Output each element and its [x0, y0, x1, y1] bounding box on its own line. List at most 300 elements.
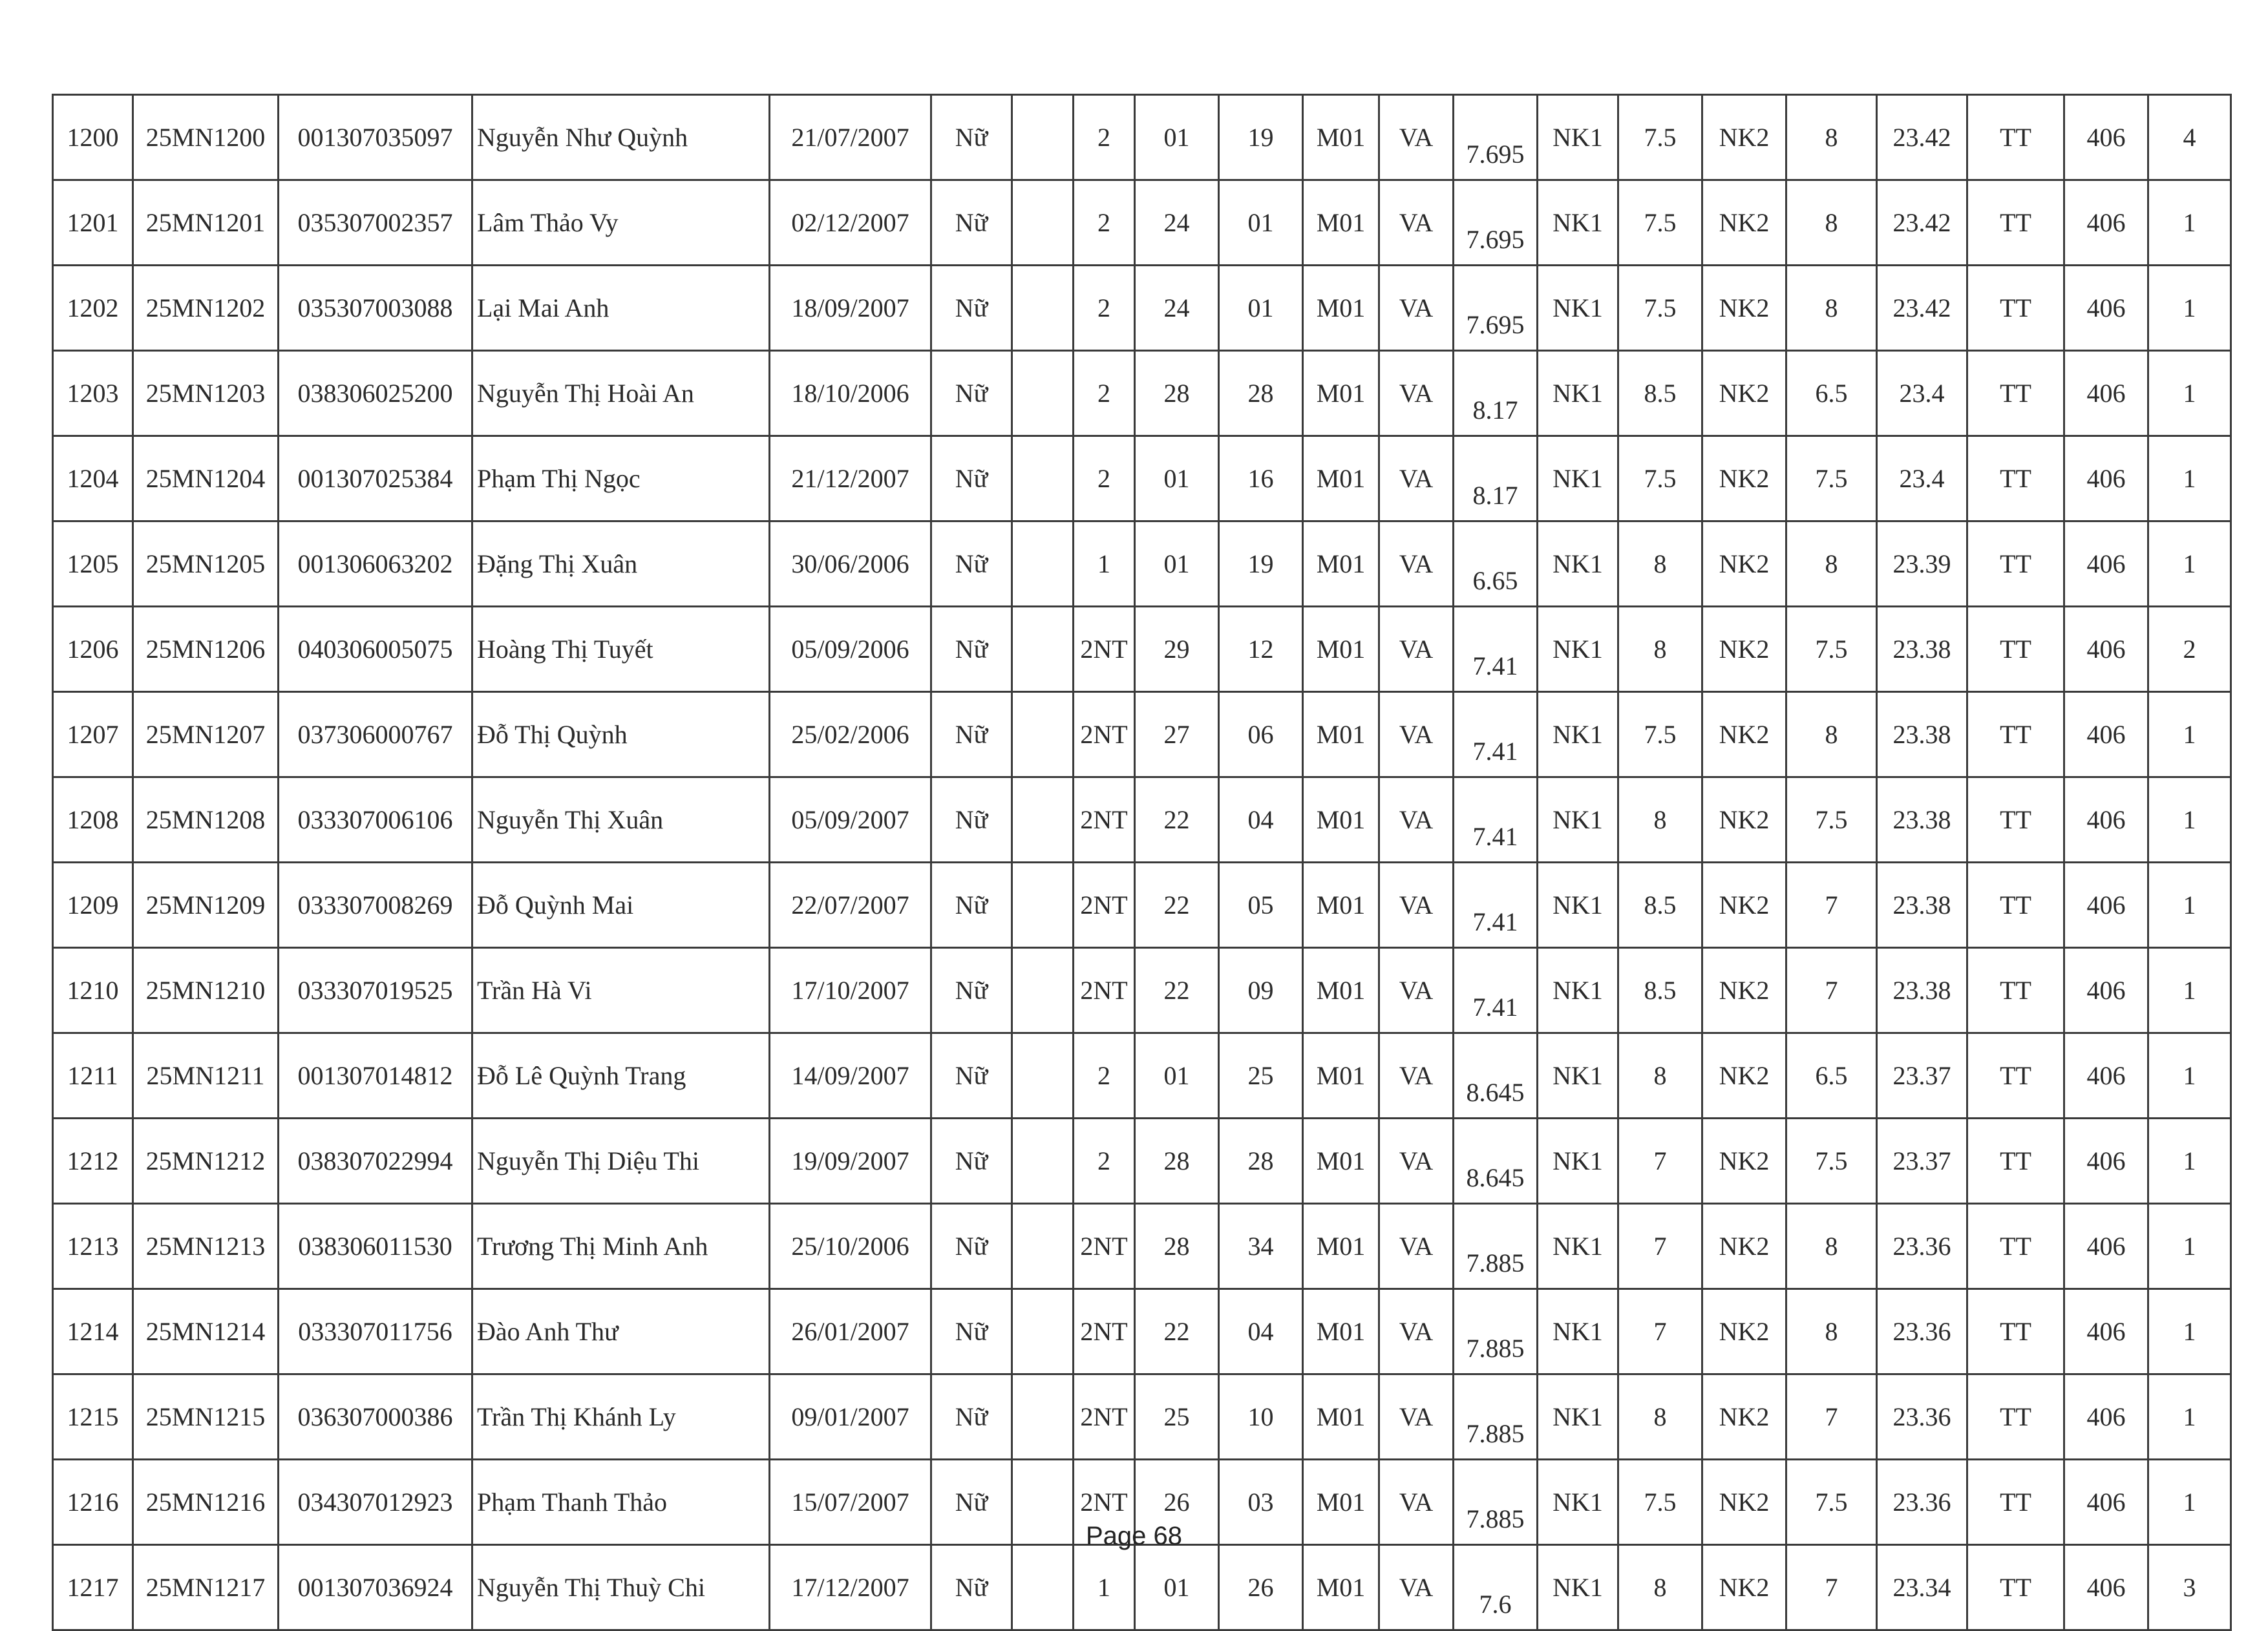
- result-cell: TT: [1967, 948, 2064, 1033]
- sbd-cell: 25MN1209: [133, 863, 279, 948]
- school-code-cell: 06: [1219, 692, 1303, 777]
- note-cell: [1012, 351, 1074, 436]
- province-code-cell: 29: [1135, 607, 1219, 692]
- subject-cell: VA: [1379, 1374, 1454, 1460]
- gender-cell: Nữ: [931, 95, 1012, 180]
- note-cell: [1012, 1204, 1074, 1289]
- note-cell: [1012, 180, 1074, 266]
- result-cell: TT: [1967, 863, 2064, 948]
- birth-date-cell: 17/12/2007: [770, 1545, 931, 1630]
- id-number-cell: 033307006106: [279, 777, 472, 863]
- wish-order-cell: 1: [2148, 948, 2231, 1033]
- wish-order-cell: 2: [2148, 607, 2231, 692]
- wish-order-cell: 4: [2148, 95, 2231, 180]
- aptitude2-score-cell: 8: [1786, 180, 1877, 266]
- major-code-cell: 406: [2064, 1374, 2148, 1460]
- birth-date-cell: 18/09/2007: [770, 266, 931, 351]
- aptitude2-score-cell: 6.5: [1786, 351, 1877, 436]
- combo-code-cell: M01: [1303, 436, 1379, 521]
- stt-cell: 1213: [53, 1204, 133, 1289]
- aptitude1-score-cell: 8.5: [1618, 351, 1702, 436]
- note-cell: [1012, 948, 1074, 1033]
- area-cell: 2NT: [1074, 1204, 1135, 1289]
- aptitude1-label-cell: NK1: [1538, 607, 1618, 692]
- aptitude2-label-cell: NK2: [1702, 1460, 1786, 1545]
- aptitude2-label-cell: NK2: [1702, 436, 1786, 521]
- aptitude2-score-cell: 7.5: [1786, 1119, 1877, 1204]
- school-code-cell: 04: [1219, 777, 1303, 863]
- province-code-cell: 28: [1135, 351, 1219, 436]
- gender-cell: Nữ: [931, 1545, 1012, 1630]
- province-code-cell: 27: [1135, 692, 1219, 777]
- aptitude2-label-cell: NK2: [1702, 1545, 1786, 1630]
- table-row: [53, 1033, 2231, 1119]
- aptitude1-label-cell: NK1: [1538, 1289, 1618, 1374]
- wish-order-cell: 1: [2148, 436, 2231, 521]
- table-row: [53, 351, 2231, 436]
- gender-cell: Nữ: [931, 1204, 1012, 1289]
- sbd-cell: 25MN1217: [133, 1545, 279, 1630]
- page-number: Page 68: [1085, 1522, 1183, 1550]
- id-number-cell: 040306005075: [279, 607, 472, 692]
- table-row: [53, 180, 2231, 266]
- gender-cell: Nữ: [931, 692, 1012, 777]
- total-score-cell: 23.37: [1877, 1033, 1967, 1119]
- table-row: [53, 777, 2231, 863]
- aptitude2-label-cell: NK2: [1702, 863, 1786, 948]
- wish-order-cell: 1: [2148, 1289, 2231, 1374]
- subject-score-cell: 7.695: [1454, 95, 1538, 180]
- birth-date-cell: 30/06/2006: [770, 521, 931, 607]
- birth-date-cell: 21/07/2007: [770, 95, 931, 180]
- province-code-cell: 22: [1135, 1289, 1219, 1374]
- area-cell: 2NT: [1074, 777, 1135, 863]
- birth-date-cell: 25/02/2006: [770, 692, 931, 777]
- school-code-cell: 05: [1219, 863, 1303, 948]
- combo-code-cell: M01: [1303, 351, 1379, 436]
- gender-cell: Nữ: [931, 1119, 1012, 1204]
- id-number-cell: 034307012923: [279, 1460, 472, 1545]
- name-cell: Đỗ Lê Quỳnh Trang: [472, 1033, 770, 1119]
- table-row: [53, 948, 2231, 1033]
- birth-date-cell: 02/12/2007: [770, 180, 931, 266]
- aptitude2-label-cell: NK2: [1702, 266, 1786, 351]
- aptitude1-score-cell: 8.5: [1618, 948, 1702, 1033]
- aptitude2-score-cell: 7.5: [1786, 777, 1877, 863]
- total-score-cell: 23.42: [1877, 180, 1967, 266]
- total-score-cell: 23.38: [1877, 692, 1967, 777]
- subject-score-cell: 7.885: [1454, 1204, 1538, 1289]
- total-score-cell: 23.36: [1877, 1204, 1967, 1289]
- note-cell: [1012, 1374, 1074, 1460]
- province-code-cell: 22: [1135, 863, 1219, 948]
- subject-cell: VA: [1379, 266, 1454, 351]
- results-table: [52, 94, 2232, 1631]
- aptitude2-label-cell: NK2: [1702, 351, 1786, 436]
- total-score-cell: 23.4: [1877, 351, 1967, 436]
- stt-cell: 1201: [53, 180, 133, 266]
- aptitude1-label-cell: NK1: [1538, 1374, 1618, 1460]
- table-row: [53, 266, 2231, 351]
- birth-date-cell: 26/01/2007: [770, 1289, 931, 1374]
- name-cell: Nguyễn Thị Hoài An: [472, 351, 770, 436]
- name-cell: Lâm Thảo Vy: [472, 180, 770, 266]
- note-cell: [1012, 607, 1074, 692]
- subject-cell: VA: [1379, 521, 1454, 607]
- sbd-cell: 25MN1212: [133, 1119, 279, 1204]
- aptitude2-score-cell: 7.5: [1786, 1460, 1877, 1545]
- aptitude2-label-cell: NK2: [1702, 1119, 1786, 1204]
- wish-order-cell: 1: [2148, 1204, 2231, 1289]
- aptitude1-score-cell: 7.5: [1618, 266, 1702, 351]
- name-cell: Trương Thị Minh Anh: [472, 1204, 770, 1289]
- area-cell: 2: [1074, 180, 1135, 266]
- school-code-cell: 28: [1219, 351, 1303, 436]
- note-cell: [1012, 692, 1074, 777]
- wish-order-cell: 1: [2148, 521, 2231, 607]
- gender-cell: Nữ: [931, 1033, 1012, 1119]
- wish-order-cell: 1: [2148, 692, 2231, 777]
- combo-code-cell: M01: [1303, 1374, 1379, 1460]
- result-cell: TT: [1967, 351, 2064, 436]
- major-code-cell: 406: [2064, 1119, 2148, 1204]
- sbd-cell: 25MN1201: [133, 180, 279, 266]
- school-code-cell: 16: [1219, 436, 1303, 521]
- name-cell: Trần Hà Vi: [472, 948, 770, 1033]
- total-score-cell: 23.42: [1877, 266, 1967, 351]
- gender-cell: Nữ: [931, 351, 1012, 436]
- province-code-cell: 24: [1135, 180, 1219, 266]
- sbd-cell: 25MN1213: [133, 1204, 279, 1289]
- subject-score-cell: 7.41: [1454, 607, 1538, 692]
- id-number-cell: 033307019525: [279, 948, 472, 1033]
- stt-cell: 1217: [53, 1545, 133, 1630]
- stt-cell: 1214: [53, 1289, 133, 1374]
- major-code-cell: 406: [2064, 180, 2148, 266]
- name-cell: Phạm Thanh Thảo: [472, 1460, 770, 1545]
- wish-order-cell: 1: [2148, 351, 2231, 436]
- result-cell: TT: [1967, 1204, 2064, 1289]
- province-code-cell: 26: [1135, 1460, 1219, 1545]
- aptitude2-score-cell: 6.5: [1786, 1033, 1877, 1119]
- result-cell: TT: [1967, 1460, 2064, 1545]
- province-code-cell: 01: [1135, 521, 1219, 607]
- combo-code-cell: M01: [1303, 1119, 1379, 1204]
- major-code-cell: 406: [2064, 1033, 2148, 1119]
- aptitude1-score-cell: 8: [1618, 777, 1702, 863]
- major-code-cell: 406: [2064, 1204, 2148, 1289]
- major-code-cell: 406: [2064, 692, 2148, 777]
- wish-order-cell: 1: [2148, 266, 2231, 351]
- wish-order-cell: 1: [2148, 1119, 2231, 1204]
- area-cell: 2: [1074, 266, 1135, 351]
- subject-score-cell: 8.17: [1454, 436, 1538, 521]
- school-code-cell: 28: [1219, 1119, 1303, 1204]
- subject-cell: VA: [1379, 1033, 1454, 1119]
- aptitude2-score-cell: 8: [1786, 95, 1877, 180]
- province-code-cell: 25: [1135, 1374, 1219, 1460]
- stt-cell: 1210: [53, 948, 133, 1033]
- combo-code-cell: M01: [1303, 1460, 1379, 1545]
- name-cell: Nguyễn Như Quỳnh: [472, 95, 770, 180]
- total-score-cell: 23.38: [1877, 863, 1967, 948]
- result-cell: TT: [1967, 777, 2064, 863]
- note-cell: [1012, 436, 1074, 521]
- aptitude1-label-cell: NK1: [1538, 436, 1618, 521]
- sbd-cell: 25MN1200: [133, 95, 279, 180]
- combo-code-cell: M01: [1303, 1545, 1379, 1630]
- aptitude2-label-cell: NK2: [1702, 607, 1786, 692]
- subject-score-cell: 7.41: [1454, 948, 1538, 1033]
- wish-order-cell: 1: [2148, 777, 2231, 863]
- area-cell: 2NT: [1074, 607, 1135, 692]
- aptitude1-label-cell: NK1: [1538, 521, 1618, 607]
- result-cell: TT: [1967, 692, 2064, 777]
- area-cell: 2NT: [1074, 863, 1135, 948]
- school-code-cell: 26: [1219, 1545, 1303, 1630]
- total-score-cell: 23.42: [1877, 95, 1967, 180]
- province-code-cell: 28: [1135, 1204, 1219, 1289]
- combo-code-cell: M01: [1303, 777, 1379, 863]
- sbd-cell: 25MN1202: [133, 266, 279, 351]
- area-cell: 2: [1074, 436, 1135, 521]
- total-score-cell: 23.37: [1877, 1119, 1967, 1204]
- subject-score-cell: 7.41: [1454, 692, 1538, 777]
- aptitude2-label-cell: NK2: [1702, 1289, 1786, 1374]
- aptitude2-score-cell: 7.5: [1786, 607, 1877, 692]
- wish-order-cell: 1: [2148, 863, 2231, 948]
- aptitude1-score-cell: 8: [1618, 1545, 1702, 1630]
- result-cell: TT: [1967, 1545, 2064, 1630]
- aptitude1-label-cell: NK1: [1538, 180, 1618, 266]
- table-row: [53, 1204, 2231, 1289]
- area-cell: 1: [1074, 1545, 1135, 1630]
- sbd-cell: 25MN1205: [133, 521, 279, 607]
- id-number-cell: 038307022994: [279, 1119, 472, 1204]
- major-code-cell: 406: [2064, 266, 2148, 351]
- school-code-cell: 09: [1219, 948, 1303, 1033]
- combo-code-cell: M01: [1303, 863, 1379, 948]
- aptitude2-score-cell: 7: [1786, 948, 1877, 1033]
- subject-score-cell: 8.645: [1454, 1033, 1538, 1119]
- subject-score-cell: 7.695: [1454, 266, 1538, 351]
- total-score-cell: 23.38: [1877, 948, 1967, 1033]
- wish-order-cell: 1: [2148, 1374, 2231, 1460]
- stt-cell: 1200: [53, 95, 133, 180]
- aptitude2-score-cell: 7: [1786, 1374, 1877, 1460]
- subject-score-cell: 7.41: [1454, 777, 1538, 863]
- id-number-cell: 036307000386: [279, 1374, 472, 1460]
- subject-cell: VA: [1379, 1460, 1454, 1545]
- aptitude1-score-cell: 7.5: [1618, 1460, 1702, 1545]
- total-score-cell: 23.38: [1877, 607, 1967, 692]
- table-row: [53, 521, 2231, 607]
- province-code-cell: 01: [1135, 436, 1219, 521]
- aptitude1-label-cell: NK1: [1538, 95, 1618, 180]
- table-row: [53, 1374, 2231, 1460]
- aptitude2-score-cell: 7.5: [1786, 436, 1877, 521]
- result-cell: TT: [1967, 95, 2064, 180]
- birth-date-cell: 05/09/2006: [770, 607, 931, 692]
- area-cell: 2: [1074, 351, 1135, 436]
- aptitude1-label-cell: NK1: [1538, 351, 1618, 436]
- aptitude2-score-cell: 8: [1786, 1204, 1877, 1289]
- subject-score-cell: 7.885: [1454, 1289, 1538, 1374]
- aptitude1-score-cell: 7.5: [1618, 436, 1702, 521]
- aptitude2-label-cell: NK2: [1702, 1033, 1786, 1119]
- aptitude2-label-cell: NK2: [1702, 777, 1786, 863]
- sbd-cell: 25MN1210: [133, 948, 279, 1033]
- aptitude1-score-cell: 7.5: [1618, 95, 1702, 180]
- combo-code-cell: M01: [1303, 948, 1379, 1033]
- gender-cell: Nữ: [931, 266, 1012, 351]
- table-row: [53, 436, 2231, 521]
- school-code-cell: 01: [1219, 180, 1303, 266]
- aptitude1-score-cell: 7: [1618, 1119, 1702, 1204]
- area-cell: 2: [1074, 95, 1135, 180]
- subject-score-cell: 7.6: [1454, 1545, 1538, 1630]
- note-cell: [1012, 95, 1074, 180]
- note-cell: [1012, 863, 1074, 948]
- result-cell: TT: [1967, 1374, 2064, 1460]
- table-row: [53, 1545, 2231, 1630]
- birth-date-cell: 22/07/2007: [770, 863, 931, 948]
- total-score-cell: 23.36: [1877, 1460, 1967, 1545]
- aptitude2-label-cell: NK2: [1702, 1374, 1786, 1460]
- id-number-cell: 033307011756: [279, 1289, 472, 1374]
- combo-code-cell: M01: [1303, 180, 1379, 266]
- aptitude2-score-cell: 8: [1786, 521, 1877, 607]
- aptitude1-label-cell: NK1: [1538, 266, 1618, 351]
- aptitude1-score-cell: 7: [1618, 1289, 1702, 1374]
- gender-cell: Nữ: [931, 521, 1012, 607]
- sbd-cell: 25MN1211: [133, 1033, 279, 1119]
- birth-date-cell: 19/09/2007: [770, 1119, 931, 1204]
- id-number-cell: 001306063202: [279, 521, 472, 607]
- result-cell: TT: [1967, 521, 2064, 607]
- aptitude2-score-cell: 7: [1786, 1545, 1877, 1630]
- school-code-cell: 25: [1219, 1033, 1303, 1119]
- total-score-cell: 23.4: [1877, 436, 1967, 521]
- gender-cell: Nữ: [931, 1460, 1012, 1545]
- aptitude2-score-cell: 7: [1786, 863, 1877, 948]
- combo-code-cell: M01: [1303, 266, 1379, 351]
- subject-score-cell: 7.885: [1454, 1460, 1538, 1545]
- subject-cell: VA: [1379, 1289, 1454, 1374]
- result-cell: TT: [1967, 1119, 2064, 1204]
- birth-date-cell: 17/10/2007: [770, 948, 931, 1033]
- wish-order-cell: 1: [2148, 1460, 2231, 1545]
- area-cell: 2: [1074, 1033, 1135, 1119]
- stt-cell: 1211: [53, 1033, 133, 1119]
- subject-cell: VA: [1379, 436, 1454, 521]
- aptitude1-score-cell: 8.5: [1618, 863, 1702, 948]
- area-cell: 2NT: [1074, 692, 1135, 777]
- province-code-cell: 01: [1135, 95, 1219, 180]
- id-number-cell: 001307025384: [279, 436, 472, 521]
- birth-date-cell: 05/09/2007: [770, 777, 931, 863]
- aptitude1-score-cell: 7.5: [1618, 692, 1702, 777]
- aptitude2-score-cell: 8: [1786, 692, 1877, 777]
- aptitude1-label-cell: NK1: [1538, 863, 1618, 948]
- aptitude2-label-cell: NK2: [1702, 1204, 1786, 1289]
- stt-cell: 1216: [53, 1460, 133, 1545]
- gender-cell: Nữ: [931, 1289, 1012, 1374]
- stt-cell: 1207: [53, 692, 133, 777]
- subject-cell: VA: [1379, 948, 1454, 1033]
- aptitude1-label-cell: NK1: [1538, 1119, 1618, 1204]
- stt-cell: 1202: [53, 266, 133, 351]
- id-number-cell: 035307003088: [279, 266, 472, 351]
- gender-cell: Nữ: [931, 1374, 1012, 1460]
- sbd-cell: 25MN1204: [133, 436, 279, 521]
- school-code-cell: 03: [1219, 1460, 1303, 1545]
- major-code-cell: 406: [2064, 948, 2148, 1033]
- subject-cell: VA: [1379, 1545, 1454, 1630]
- school-code-cell: 34: [1219, 1204, 1303, 1289]
- id-number-cell: 037306000767: [279, 692, 472, 777]
- result-cell: TT: [1967, 266, 2064, 351]
- stt-cell: 1212: [53, 1119, 133, 1204]
- wish-order-cell: 3: [2148, 1545, 2231, 1630]
- stt-cell: 1208: [53, 777, 133, 863]
- birth-date-cell: 25/10/2006: [770, 1204, 931, 1289]
- sbd-cell: 25MN1203: [133, 351, 279, 436]
- major-code-cell: 406: [2064, 1460, 2148, 1545]
- major-code-cell: 406: [2064, 436, 2148, 521]
- gender-cell: Nữ: [931, 180, 1012, 266]
- aptitude2-label-cell: NK2: [1702, 521, 1786, 607]
- subject-score-cell: 7.695: [1454, 180, 1538, 266]
- aptitude1-score-cell: 7: [1618, 1204, 1702, 1289]
- sbd-cell: 25MN1214: [133, 1289, 279, 1374]
- gender-cell: Nữ: [931, 777, 1012, 863]
- aptitude1-label-cell: NK1: [1538, 948, 1618, 1033]
- major-code-cell: 406: [2064, 607, 2148, 692]
- name-cell: Nguyễn Thị Xuân: [472, 777, 770, 863]
- aptitude1-score-cell: 7.5: [1618, 180, 1702, 266]
- stt-cell: 1203: [53, 351, 133, 436]
- result-cell: TT: [1967, 436, 2064, 521]
- total-score-cell: 23.39: [1877, 521, 1967, 607]
- area-cell: 1: [1074, 521, 1135, 607]
- school-code-cell: 04: [1219, 1289, 1303, 1374]
- sbd-cell: 25MN1206: [133, 607, 279, 692]
- subject-score-cell: 7.41: [1454, 863, 1538, 948]
- stt-cell: 1205: [53, 521, 133, 607]
- combo-code-cell: M01: [1303, 521, 1379, 607]
- id-number-cell: 038306011530: [279, 1204, 472, 1289]
- combo-code-cell: M01: [1303, 1204, 1379, 1289]
- school-code-cell: 12: [1219, 607, 1303, 692]
- area-cell: 2NT: [1074, 1460, 1135, 1545]
- result-cell: TT: [1967, 180, 2064, 266]
- major-code-cell: 406: [2064, 1289, 2148, 1374]
- subject-cell: VA: [1379, 692, 1454, 777]
- gender-cell: Nữ: [931, 607, 1012, 692]
- table-row: [53, 863, 2231, 948]
- major-code-cell: 406: [2064, 777, 2148, 863]
- sbd-cell: 25MN1215: [133, 1374, 279, 1460]
- birth-date-cell: 15/07/2007: [770, 1460, 931, 1545]
- major-code-cell: 406: [2064, 521, 2148, 607]
- table-row: [53, 692, 2231, 777]
- stt-cell: 1215: [53, 1374, 133, 1460]
- id-number-cell: 001307035097: [279, 95, 472, 180]
- province-code-cell: 28: [1135, 1119, 1219, 1204]
- name-cell: Lại Mai Anh: [472, 266, 770, 351]
- subject-cell: VA: [1379, 1204, 1454, 1289]
